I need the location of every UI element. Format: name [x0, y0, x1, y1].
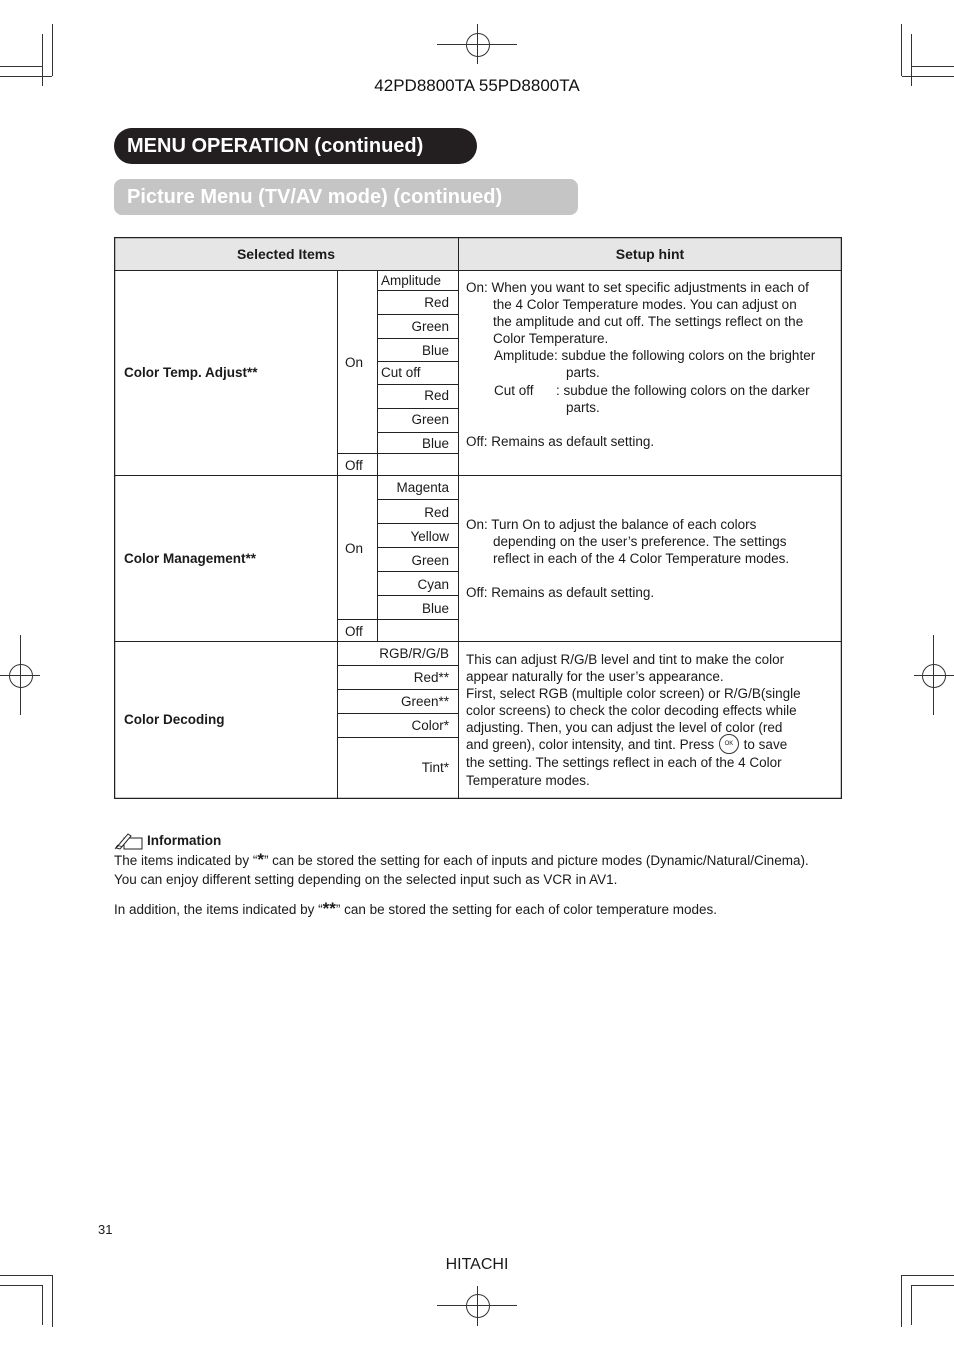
amplitude-green: Green: [411, 319, 449, 334]
item-color-management: Color Management**: [124, 551, 257, 566]
info-text: The items indicated by “: [114, 853, 258, 868]
color-mgmt-on: On: [345, 541, 364, 556]
info-text: In addition, the items indicated by “: [114, 902, 323, 917]
hint-line: the 4 Color Temperature modes. You can adjust on: [493, 297, 797, 313]
cutoff-red: Red: [424, 388, 449, 403]
info-paragraph-3: [114, 899, 874, 919]
subsection-title: Picture Menu (TV/AV mode) (continued): [114, 179, 578, 215]
amplitude-blue: Blue: [421, 343, 449, 358]
mgmt-blue: Blue: [421, 601, 449, 616]
item-color-decoding: Color Decoding: [124, 712, 225, 727]
brand-name: HITACHI: [445, 1256, 509, 1273]
hint-line: reflect in each of the 4 Color Temperature modes.: [493, 551, 790, 567]
item-color-temp-adjust: Color Temp. Adjust**: [124, 365, 258, 380]
hint-line: Off: Remains as default setting.: [466, 433, 655, 449]
information-heading: [114, 830, 874, 850]
cutoff-blue: Blue: [421, 436, 449, 451]
color-temp-amplitude: Amplitude: [381, 273, 442, 288]
header-selected-items: Selected Items: [236, 246, 336, 262]
mgmt-red: Red: [424, 505, 449, 520]
decoding-tint: Tint*: [421, 760, 449, 775]
color-temp-on: On: [345, 355, 364, 370]
decoding-red: Red**: [413, 670, 449, 685]
page-number: 31: [98, 1222, 113, 1237]
hint-line: Amplitude: subdue the following colors on the brighter: [494, 348, 816, 364]
hint-line: the setting. The settings reflect in each of the 4 Color: [466, 755, 782, 771]
hint-line: [466, 736, 838, 754]
decoding-green: Green**: [400, 694, 449, 709]
information-note: [114, 830, 874, 919]
pen-note-icon: [114, 830, 144, 850]
hint-line: Temperature modes.: [466, 772, 590, 788]
hint-line: On: Turn On to adjust the balance of each colors: [466, 517, 757, 532]
color-temp-cutoff: Cut off: [381, 365, 421, 380]
cutoff-green: Green: [411, 412, 449, 427]
info-paragraph-1: [114, 850, 874, 870]
section-title: MENU OPERATION (continued): [114, 128, 477, 164]
hint-color-decoding: [466, 651, 838, 789]
decoding-rgb: RGB/R/G/B: [379, 646, 449, 661]
hint-line: depending on the user’s preference. The settings: [493, 534, 787, 550]
color-temp-off: Off: [345, 458, 363, 473]
hint-line: First, select RGB (multiple color screen) or R/G/B(single: [466, 686, 801, 702]
hint-line: This can adjust R/G/B level and tint to make the color: [466, 652, 785, 667]
hint-text: to save: [743, 737, 788, 753]
hint-color-temp: [466, 279, 838, 450]
double-asterisk: **: [322, 899, 336, 918]
info-text: ” can be stored the setting for each of inputs and picture modes (Dynamic/Natural/Cinema).: [263, 853, 809, 868]
hint-line: appear naturally for the user’s appearance.: [466, 669, 724, 685]
information-label: Information: [147, 832, 222, 848]
settings-table: [114, 237, 842, 799]
ok-button-icon: OK: [719, 734, 739, 754]
amplitude-red: Red: [424, 295, 449, 310]
mgmt-magenta: Magenta: [396, 480, 449, 495]
hint-line: Color Temperature.: [493, 331, 609, 347]
hint-line: parts.: [566, 399, 600, 415]
model-number: 42PD8800TA 55PD8800TA: [374, 76, 580, 95]
mgmt-green: Green: [411, 553, 449, 568]
info-paragraph-2: You can enjoy different setting depending on the selected input such as VCR in AV1.: [114, 872, 618, 887]
info-text: ” can be stored the setting for each of color temperature modes.: [335, 902, 718, 917]
hint-line: Off: Remains as default setting.: [466, 585, 655, 601]
hint-line: parts.: [566, 365, 600, 381]
hint-line: adjusting. Then, you can adjust the level of color (red: [466, 720, 783, 736]
mgmt-yellow: Yellow: [410, 529, 449, 544]
hint-color-management: [466, 516, 838, 601]
hint-text: and green), color intensity, and tint. Press: [466, 737, 715, 753]
hint-line: Cut off : subdue the following colors on the darker: [494, 382, 810, 398]
hint-line: color screens) to check the color decoding effects while: [466, 703, 797, 719]
decoding-color: Color*: [411, 718, 449, 733]
single-asterisk: *: [257, 850, 264, 869]
hint-line: On: When you want to set specific adjustments in each of: [466, 280, 809, 295]
header-setup-hint: Setup hint: [615, 246, 685, 262]
hint-line: the amplitude and cut off. The settings reflect on the: [493, 314, 804, 330]
color-mgmt-off: Off: [345, 624, 363, 639]
mgmt-cyan: Cyan: [417, 577, 449, 592]
